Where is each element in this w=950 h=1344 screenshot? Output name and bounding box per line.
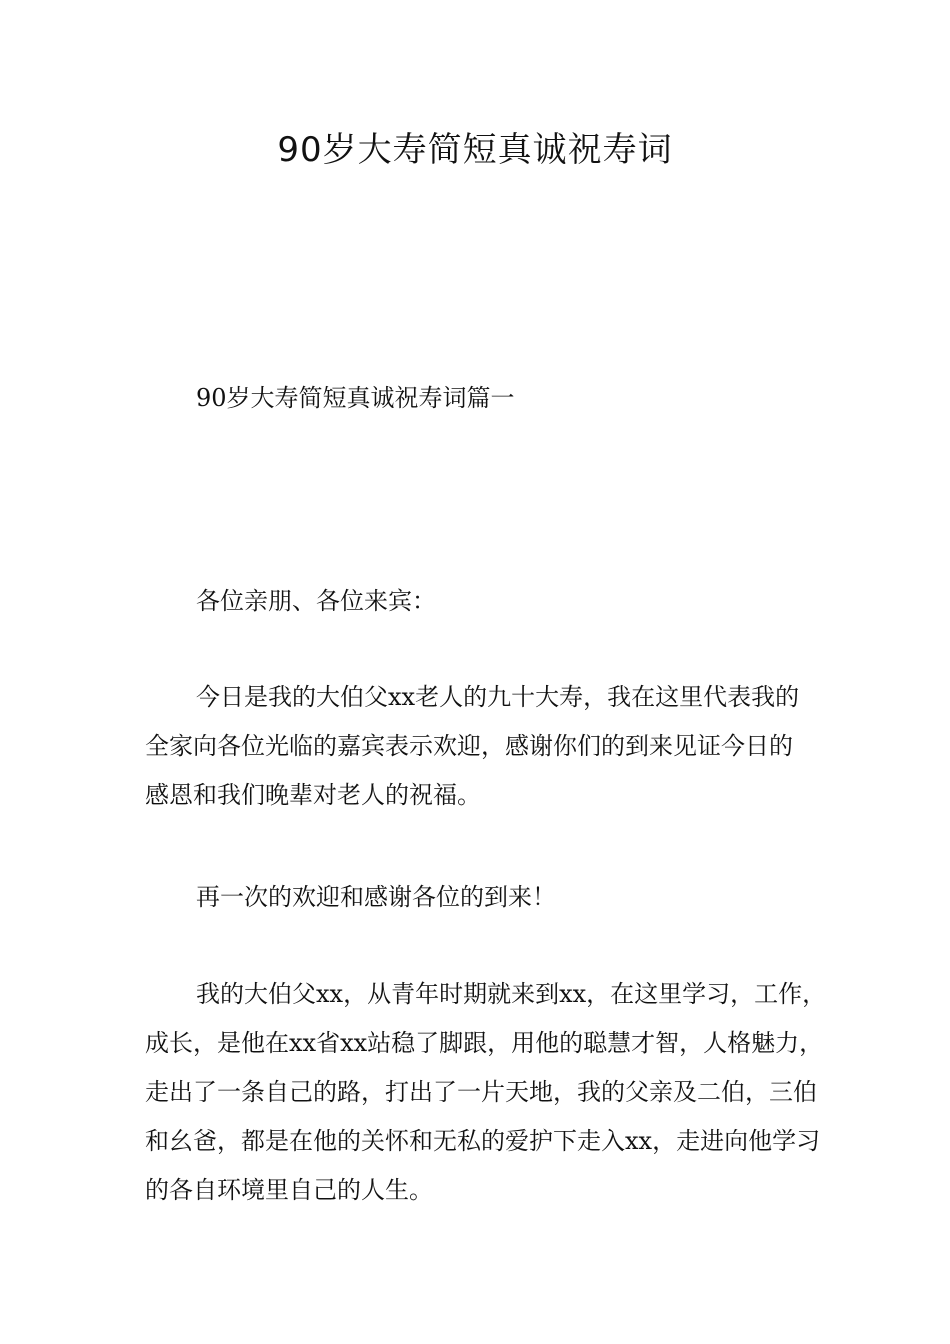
thanks-paragraph: 再一次的欢迎和感谢各位的到来！ xyxy=(196,883,556,911)
salutation-paragraph: 各位亲朋、各位来宾： xyxy=(196,587,436,615)
biography-paragraph: 我的大伯父xx，从青年时期就来到xx，在这里学习，工作，成长，是他在xx省xx站稳了脚跟，用他的聪慧才智，人格魅力，走出了一条自己的路，打出了一片天地，我的父亲及二伯，三伯和幺爸，都是在他的关怀和无私的爱护下走入xx，走进向他学习的各自环境里自己的人生。 xyxy=(145,980,827,1204)
section-heading: 90岁大寿简短真诚祝寿词篇一 xyxy=(196,384,515,412)
welcome-paragraph: 今日是我的大伯父xx老人的九十大寿，我在这里代表我的全家向各位光临的嘉宾表示欢迎，感谢你们的到来见证今日的感恩和我们晚辈对老人的祝福。 xyxy=(145,683,800,809)
document-title: 90岁大寿简短真诚祝寿词 xyxy=(277,130,673,170)
